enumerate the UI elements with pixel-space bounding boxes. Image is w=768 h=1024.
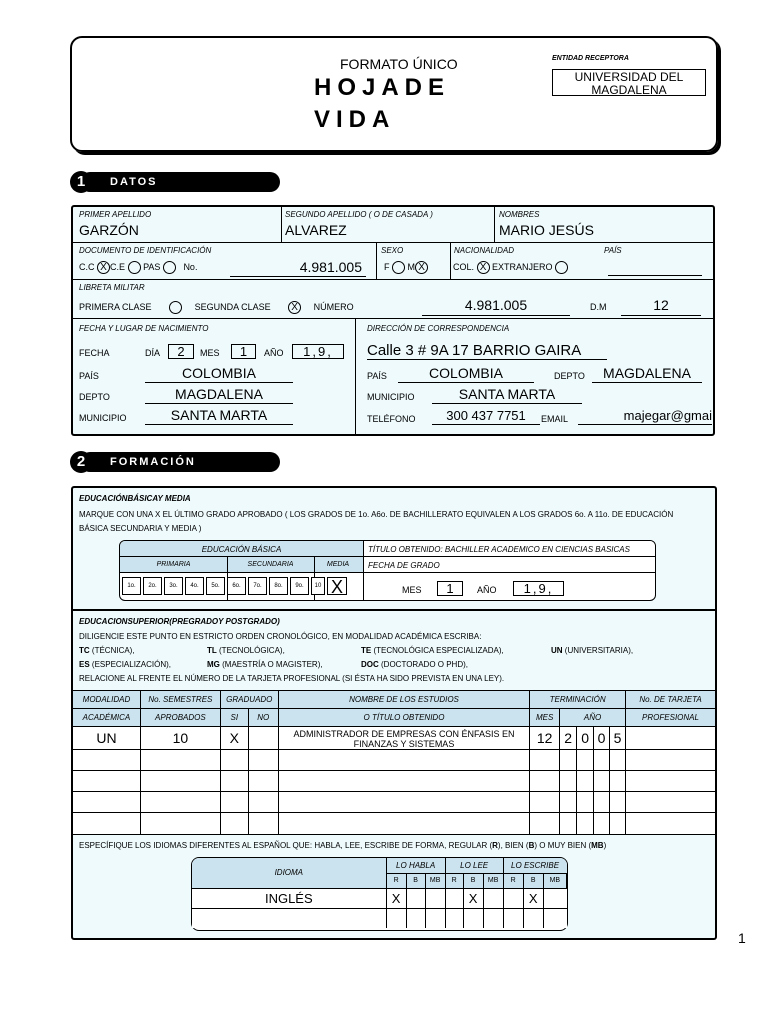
anio-value[interactable]: 1,9,: [292, 344, 344, 359]
sexo-f-check[interactable]: [392, 261, 405, 274]
telefono-value[interactable]: 300 437 7751: [432, 408, 540, 425]
media-label: MEDIA: [326, 561, 350, 568]
primer-apellido-label: PRIMER APELLIDO: [79, 210, 152, 219]
table-row[interactable]: [73, 750, 716, 771]
idioma-col-header: R: [503, 873, 523, 888]
h-semestres: No. SEMESTRES: [140, 691, 220, 709]
nacionalidad-options[interactable]: COL. X EXTRANJERO: [453, 261, 568, 274]
grade-box[interactable]: 7o.: [248, 577, 267, 595]
municipio-nac-value[interactable]: SANTA MARTA: [145, 407, 293, 425]
libreta-options[interactable]: PRIMERA CLASE SEGUNDA CLASE X NÚMERO: [79, 301, 354, 313]
col-check[interactable]: X: [477, 261, 490, 274]
superior-line1: DILIGENCIE ESTE PUNTO EN ESTRICTO ORDEN CRONOLÓGICO, EN MODALIDAD ACADÉMICA ESCRIBA:: [79, 632, 482, 641]
sexo-m-check[interactable]: X: [415, 261, 428, 274]
grado-mes-value[interactable]: 1: [437, 581, 463, 596]
row-mes[interactable]: 12: [530, 727, 560, 750]
segundo-apellido[interactable]: ALVAREZ: [285, 222, 347, 238]
lee-mb[interactable]: [483, 888, 503, 908]
escribe-r[interactable]: [503, 888, 523, 908]
lee-b[interactable]: X: [463, 888, 483, 908]
fecha-grado-label: FECHA DE GRADO: [368, 561, 440, 570]
ce-check[interactable]: [128, 261, 141, 274]
superior-line4: RELACIONE AL FRENTE EL NÚMERO DE LA TARJETA PROFESIONAL (SI ÉSTA HA SIDO PREVISTA EN UNA LEY).: [79, 674, 505, 683]
primaria-label: PRIMARIA: [156, 561, 191, 568]
grade-box[interactable]: 2o.: [143, 577, 162, 595]
pais-dir-value[interactable]: COLOMBIA: [398, 365, 534, 383]
formato-label: FORMATO ÚNICO: [340, 56, 458, 72]
table-row[interactable]: [73, 771, 716, 792]
idioma-col-header: MB: [543, 873, 566, 888]
grado-mes-label: MES: [402, 585, 422, 595]
grade-box[interactable]: 6o.: [227, 577, 246, 595]
depto-nac-value[interactable]: MAGDALENA: [145, 386, 293, 404]
municipio-dir-value[interactable]: SANTA MARTA: [432, 386, 582, 404]
idioma-col-header: R: [386, 873, 406, 888]
idioma-header: IDIOMA: [192, 858, 386, 888]
table-row[interactable]: [73, 813, 716, 835]
row-anio-1[interactable]: 2: [560, 727, 577, 750]
fecha-lugar-label: FECHA Y LUGAR DE NACIMIENTO: [79, 324, 209, 333]
idioma-col-header: B: [523, 873, 543, 888]
lee-header: LO LEE: [445, 858, 503, 873]
pais-label: PAÍS: [604, 246, 622, 255]
idioma-row[interactable]: [192, 888, 567, 908]
row-anio-4[interactable]: 5: [610, 727, 626, 750]
nombres[interactable]: MARIO JESÚS: [499, 222, 594, 238]
section-2-number: 2: [70, 451, 92, 473]
habla-b[interactable]: [406, 888, 425, 908]
fecha-label: FECHA: [79, 348, 110, 358]
telefono-label: TELÉFONO: [367, 414, 416, 424]
mes-value[interactable]: 1: [231, 344, 256, 359]
libreta-numero[interactable]: 4.981.005: [422, 297, 570, 316]
h-modalidad: MODALIDAD: [73, 691, 141, 709]
row-tarjeta[interactable]: [626, 727, 716, 750]
row-anio-2[interactable]: 0: [577, 727, 594, 750]
grade-box[interactable]: 4o.: [185, 577, 204, 595]
idioma-col-header: B: [463, 873, 483, 888]
idioma-col-header: MB: [425, 873, 445, 888]
entidad-value[interactable]: UNIVERSIDAD DEL MAGDALENA: [552, 69, 706, 96]
pais-nac-value[interactable]: COLOMBIA: [145, 365, 293, 383]
h-aprobados: APROBADOS: [140, 709, 220, 727]
direccion-value[interactable]: Calle 3 # 9A 17 BARRIO GAIRA: [367, 342, 607, 360]
nacionalidad-label: NACIONALIDAD: [454, 246, 515, 255]
secundaria-label: SECUNDARIA: [247, 561, 294, 568]
page-number: 1: [738, 930, 746, 946]
depto-dir-value[interactable]: MAGDALENA: [592, 365, 702, 383]
row-no[interactable]: [248, 727, 278, 750]
section-formacion-pill: FORMACIÓN: [80, 452, 280, 472]
idioma-col-header: MB: [483, 873, 503, 888]
municipio-dir-label: MUNICIPIO: [367, 392, 415, 402]
primer-apellido[interactable]: GARZÓN: [79, 222, 139, 238]
idioma-col-header: B: [406, 873, 425, 888]
nombres-label: NOMBRES: [499, 210, 540, 219]
h-titulo: O TÍTULO OBTENIDO: [278, 709, 529, 727]
h-terminacion: TERMINACIÓN: [530, 691, 626, 709]
dm-label: D.M: [590, 302, 607, 312]
grade-box[interactable]: 8o.: [269, 577, 288, 595]
h-si: SI: [220, 709, 248, 727]
section-datos-pill: DATOS: [80, 172, 280, 192]
habla-mb[interactable]: [425, 888, 445, 908]
table-row[interactable]: [73, 792, 716, 813]
direccion-label: DIRECCIÓN DE CORRESPONDENCIA: [367, 324, 510, 333]
table-row[interactable]: [73, 727, 716, 750]
cc-check[interactable]: X: [97, 261, 110, 274]
grade-box[interactable]: 9o.: [290, 577, 309, 595]
primera-clase-check[interactable]: [169, 301, 182, 314]
titulo-hojade: HOJADE: [314, 74, 451, 101]
sexo-label: SEXO: [381, 246, 404, 255]
idioma-row[interactable]: [192, 908, 567, 928]
habla-r[interactable]: X: [386, 888, 406, 908]
mes-label: MES: [200, 348, 220, 358]
idioma-col-header: R: [445, 873, 463, 888]
libreta-label: LIBRETA MILITAR: [79, 283, 145, 292]
grade-box[interactable]: 1o.: [122, 577, 141, 595]
grade-box[interactable]: 3o.: [164, 577, 183, 595]
grade-box[interactable]: 10: [311, 577, 325, 595]
section-1-number: 1: [70, 171, 92, 193]
entidad-label: ENTIDAD RECEPTORA: [552, 55, 629, 62]
dia-label: DÍA: [145, 348, 161, 358]
documento-tipo[interactable]: C.C X C.E PAS No.: [79, 261, 198, 273]
h-no: NO: [248, 709, 278, 727]
documento-label: DOCUMENTO DE IDENTIFICACIÓN: [79, 246, 212, 255]
escribe-b[interactable]: X: [523, 888, 543, 908]
idioma-nombre[interactable]: INGLÉS: [192, 888, 386, 908]
dm-value[interactable]: 12: [621, 297, 701, 316]
idiomas-instructions: ESPECÍFIQUE LOS IDIOMAS DIFERENTES AL ESPAÑOL QUE: HABLA, LEE, ESCRIBE DE FORMA, REGULAR (R), BIEN (B) O MUY BIEN (MB): [79, 841, 607, 850]
superior-table: [72, 690, 716, 835]
pais-nac-label: PAÍS: [79, 371, 99, 381]
row-anio-3[interactable]: 0: [594, 727, 610, 750]
depto-dir-label: DEPTO: [554, 371, 585, 381]
depto-nac-label: DEPTO: [79, 392, 110, 402]
escribe-mb[interactable]: [543, 888, 566, 908]
row-modalidad[interactable]: UN: [73, 727, 141, 750]
email-label: EMAIL: [541, 414, 569, 424]
h-graduado: GRADUADO: [220, 691, 278, 709]
titulo-bachiller[interactable]: TÍTULO OBTENIDO: BACHILLER ACADEMICO EN CIENCIAS BASICAS: [368, 545, 630, 554]
lee-r[interactable]: [445, 888, 463, 908]
municipio-nac-label: MUNICIPIO: [79, 413, 127, 423]
row-nombre[interactable]: ADMINISTRADOR DE EMPRESAS CON ÉNFASIS EN FINANZAS Y SISTEMAS: [278, 727, 529, 750]
h-mes: MES: [530, 709, 560, 727]
pais-extranjero-field[interactable]: [608, 259, 702, 276]
row-si[interactable]: X: [220, 727, 248, 750]
segunda-clase-check[interactable]: X: [288, 301, 301, 314]
sexo-options[interactable]: F M X: [384, 261, 428, 274]
documento-numero[interactable]: 4.981.005: [230, 259, 366, 277]
extranjero-check[interactable]: [555, 261, 568, 274]
idiomas-table: [192, 858, 567, 928]
escribe-header: LO ESCRIBE: [503, 858, 566, 873]
basica-title: EDUCACIÓNBÁSICAY MEDIA: [79, 494, 191, 503]
h-anio: AÑO: [560, 709, 626, 727]
anio-label: AÑO: [264, 348, 284, 358]
h-profesional: PROFESIONAL: [626, 709, 716, 727]
h-tarjeta: No. DE TARJETA: [626, 691, 716, 709]
grade-mark[interactable]: X: [327, 577, 347, 595]
grade-box[interactable]: 5o.: [206, 577, 225, 595]
pas-check[interactable]: [163, 261, 176, 274]
email-value[interactable]: majegar@gmai: [578, 408, 712, 425]
basica-instructions: MARQUE CON UNA X EL ÚLTIMO GRADO APROBADO ( LOS GRADOS DE 1o. A6o. DE BACHILLERATO EQUIVALEN A LOS GRADOS 6o. A 11o. DE EDUCACIÓN BÁSICA SECUNDARIA Y MEDIA ): [79, 510, 674, 533]
titulo-vida: VIDA: [314, 106, 396, 133]
h-nombre: NOMBRE DE LOS ESTUDIOS: [278, 691, 529, 709]
segundo-apellido-label: SEGUNDO APELLIDO ( O DE CASADA ): [285, 210, 433, 219]
dia-value[interactable]: 2: [168, 344, 194, 359]
row-semestres[interactable]: 10: [140, 727, 220, 750]
habla-header: LO HABLA: [386, 858, 445, 873]
grado-anio-label: AÑO: [477, 585, 497, 595]
h-academica: ACADÉMICA: [73, 709, 141, 727]
grado-anio-value[interactable]: 1,9,: [513, 581, 564, 596]
superior-title: EDUCACIONSUPERIOR(PREGRADOY POSTGRADO): [79, 617, 280, 626]
grades-row: [122, 577, 362, 597]
edu-basica-label: EDUCACIÓN BÁSICA: [201, 545, 282, 554]
pais-dir-label: PAÍS: [367, 371, 387, 381]
